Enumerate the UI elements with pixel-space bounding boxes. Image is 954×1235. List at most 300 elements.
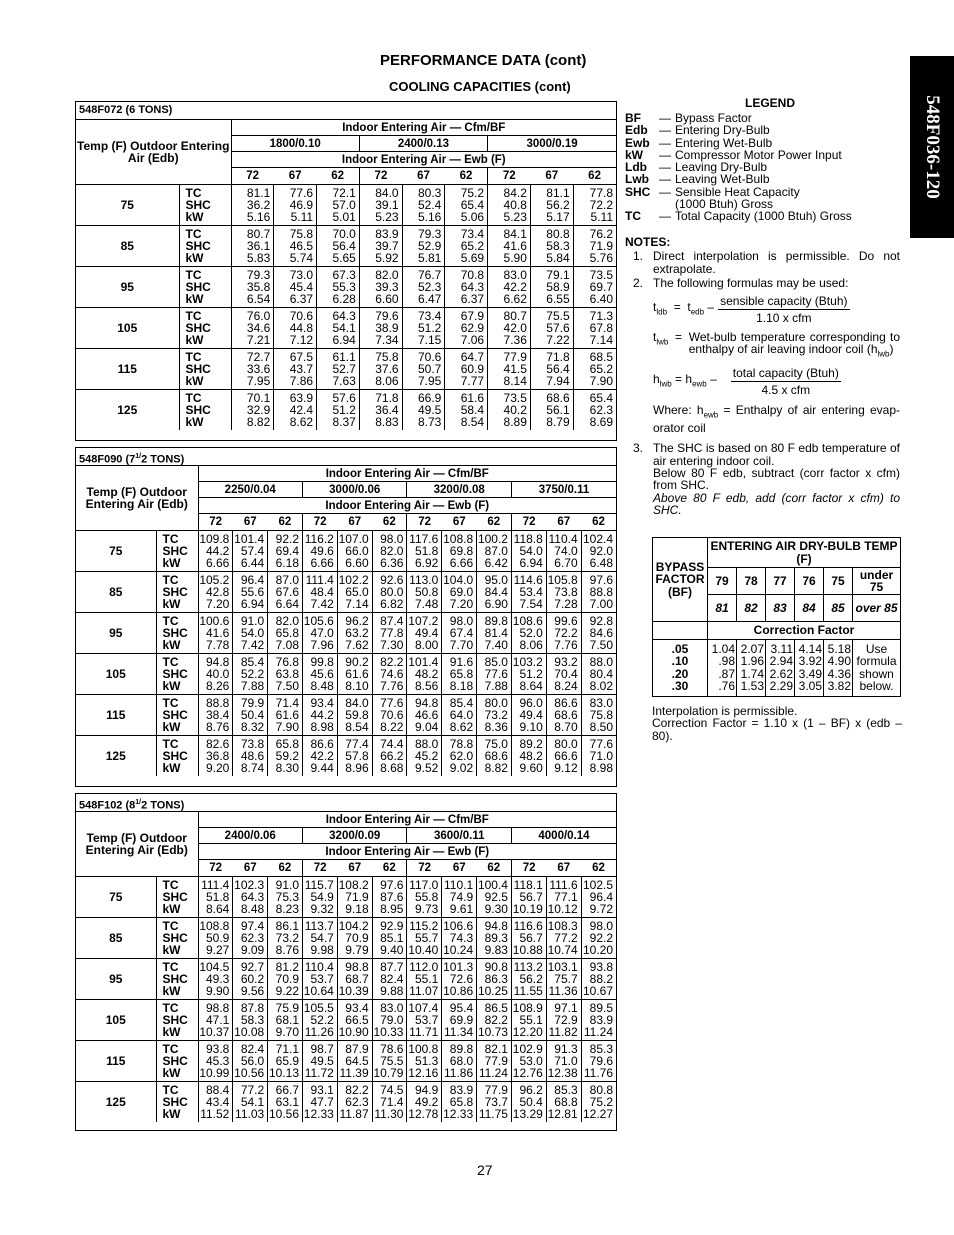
data-cell: 82.1 77.9 11.24 xyxy=(477,1041,512,1082)
data-cell: 72.1 57.0 5.01 xyxy=(317,185,360,226)
data-cell: 85.4 64.0 8.62 xyxy=(442,695,477,736)
row-labels: TC SHC kW xyxy=(179,267,231,308)
data-cell: 98.0 82.0 6.36 xyxy=(372,531,407,572)
table-row xyxy=(76,1000,616,1041)
data-cell: 71.8 36.4 8.83 xyxy=(359,390,402,431)
data-cell: 80.3 52.4 5.16 xyxy=(402,185,445,226)
data-cell: 80.8 75.2 12.27 xyxy=(581,1082,616,1123)
table-caption: 548F102 ($8^{1/}2$ TONS) xyxy=(76,794,616,812)
data-cell: 94.8 46.6 9.04 xyxy=(407,695,442,736)
legend-item: TC — Total Capacity (1000 Btuh) Gross xyxy=(625,209,852,224)
data-cell: 111.6 77.1 10.12 xyxy=(546,877,581,918)
data-cell: 82.6 36.8 9.20 xyxy=(198,736,233,777)
data-cell: 73.4 65.2 5.69 xyxy=(445,226,488,267)
table-caption: 548F072 (6 TONS) xyxy=(76,102,616,120)
table-row xyxy=(76,531,616,572)
side-tab-label: 548F036-120 xyxy=(922,95,943,199)
row-labels: TC SHC kW xyxy=(156,736,198,777)
ewb-header: Indoor Entering Air — Ewb (F) xyxy=(198,498,616,514)
row-labels: TC SHC kW xyxy=(156,695,198,736)
ewb-value: 67 xyxy=(288,170,302,182)
data-cell: 80.0 73.2 8.36 xyxy=(477,695,512,736)
temp-value: 105 xyxy=(76,308,179,349)
data-cell: 92.9 85.1 9.40 xyxy=(372,918,407,959)
data-cell: 75.5 57.6 7.22 xyxy=(530,308,573,349)
data-cell: 102.2 65.0 7.14 xyxy=(337,572,372,613)
legend-list xyxy=(625,112,905,223)
data-cell: 74.5 71.4 11.30 xyxy=(372,1082,407,1123)
legend-title: LEGEND xyxy=(744,96,795,110)
data-cell: 75.0 68.6 8.82 xyxy=(477,736,512,777)
row-labels: TC SHC kW xyxy=(156,654,198,695)
data-cell: 94.8 89.3 9.83 xyxy=(477,918,512,959)
data-cell: 79.3 52.9 5.81 xyxy=(402,226,445,267)
data-cell: 67.5 43.7 7.86 xyxy=(274,349,317,390)
data-cell: 98.7 49.5 11.72 xyxy=(303,1041,338,1082)
data-cell: 118.1 56.7 10.19 xyxy=(511,877,546,918)
data-cell: 73.4 51.2 7.15 xyxy=(402,308,445,349)
temp-value: 125 xyxy=(76,736,156,777)
data-cell: 98.0 92.2 10.20 xyxy=(581,918,616,959)
data-cell: 70.0 56.4 5.65 xyxy=(317,226,360,267)
cfm-header: Indoor Entering Air — Cfm/BF xyxy=(198,812,616,828)
data-cell: 79.1 58.9 6.55 xyxy=(530,267,573,308)
data-cell: 79.3 35.8 6.54 xyxy=(231,267,274,308)
notes xyxy=(625,236,900,518)
data-cell: 115.7 54.9 9.32 xyxy=(303,877,338,918)
data-cell: 80.7 36.1 5.83 xyxy=(231,226,274,267)
temp-value: 95 xyxy=(76,959,156,1000)
legend xyxy=(625,96,905,223)
data-cell: 100.8 51.3 12.16 xyxy=(407,1041,442,1082)
ewb-value: 72 xyxy=(511,860,546,877)
data-cell: 110.4 74.0 6.70 xyxy=(546,531,581,572)
row-labels: TC SHC kW xyxy=(156,918,198,959)
data-cell: 83.9 39.7 5.92 xyxy=(359,226,402,267)
data-cell: 77.6 70.6 8.22 xyxy=(372,695,407,736)
table-row xyxy=(76,572,616,613)
data-cell: 86.6 68.6 8.70 xyxy=(546,695,581,736)
data-cell: 91.3 71.0 12.38 xyxy=(546,1041,581,1082)
ewb-value: 67 xyxy=(557,516,571,528)
page-number: 27 xyxy=(477,1162,493,1178)
temp-value: 125 xyxy=(76,390,179,431)
ewb-header: Indoor Entering Air — Ewb (F) xyxy=(198,844,616,860)
temp-value: 85 xyxy=(76,226,179,267)
ewb-value: 62 xyxy=(592,516,605,528)
data-cell: 117.6 51.8 6.92 xyxy=(407,531,442,572)
table-row xyxy=(76,918,616,959)
data-cell: 92.2 69.4 6.18 xyxy=(268,531,303,572)
data-cell: 108.3 77.2 10.74 xyxy=(546,918,581,959)
data-cell: 85.3 68.8 12.81 xyxy=(546,1082,581,1123)
cfm-group: 3200/0.09 xyxy=(303,828,407,844)
data-cell: 76.7 52.3 6.47 xyxy=(402,267,445,308)
data-cell: 71.4 61.6 7.90 xyxy=(268,695,303,736)
row-labels: TC SHC kW xyxy=(179,308,231,349)
data-cell: 71.3 67.8 7.14 xyxy=(573,308,616,349)
data-cell: 87.7 82.4 9.88 xyxy=(372,959,407,1000)
table-row xyxy=(76,959,616,1000)
ewb-value: 67 xyxy=(348,516,362,528)
data-cell: 113.0 50.8 7.48 xyxy=(407,572,442,613)
data-cell: 108.9 55.1 12.20 xyxy=(511,1000,546,1041)
data-cell: 117.0 55.8 9.73 xyxy=(407,877,442,918)
data-cell: 87.9 64.5 11.39 xyxy=(337,1041,372,1082)
data-cell: 99.6 72.2 7.76 xyxy=(546,613,581,654)
data-cell: 79.9 50.4 8.32 xyxy=(233,695,268,736)
data-cell: 93.4 44.2 8.98 xyxy=(303,695,338,736)
cfm-group: 4000/0.14 xyxy=(511,828,616,844)
data-cell: 86.5 82.2 10.73 xyxy=(477,1000,512,1041)
table-row xyxy=(76,308,616,349)
data-cell: 100.2 87.0 6.42 xyxy=(477,531,512,572)
row-labels: TC SHC kW xyxy=(156,572,198,613)
data-cell: 85.0 77.6 7.88 xyxy=(477,654,512,695)
data-cell: 100.4 92.5 9.30 xyxy=(477,877,512,918)
data-cell: 77.9 41.5 8.14 xyxy=(488,349,531,390)
data-cell: 95.4 69.9 11.34 xyxy=(442,1000,477,1041)
data-cell: 67.9 62.9 7.06 xyxy=(445,308,488,349)
table-row xyxy=(76,877,616,918)
ewb-value: 67 xyxy=(557,862,571,874)
legend-item: Ewb — Entering Wet-Bulb xyxy=(625,135,773,150)
data-cell: 77.9 73.7 11.75 xyxy=(477,1082,512,1123)
temp-header: Temp (F) Outdoor Entering Air (Edb) xyxy=(76,812,198,877)
ewb-value: 72 xyxy=(511,514,546,531)
data-cell: 93.1 47.7 12.33 xyxy=(303,1082,338,1123)
data-cell: 85.4 52.2 7.88 xyxy=(233,654,268,695)
data-cell: 77.4 57.8 8.96 xyxy=(337,736,372,777)
data-cell: 92.6 80.0 6.82 xyxy=(372,572,407,613)
data-cell: 89.8 68.0 11.86 xyxy=(442,1041,477,1082)
ewb-value: 72 xyxy=(303,860,338,877)
data-cell: 97.4 62.3 9.09 xyxy=(233,918,268,959)
ewb-value: 62 xyxy=(331,170,345,182)
ewb-value: 67 xyxy=(348,862,362,874)
data-cell: 91.0 54.0 7.42 xyxy=(233,613,268,654)
data-cell: 88.4 43.4 11.52 xyxy=(198,1082,233,1123)
data-cell: 77.8 72.2 5.11 xyxy=(573,185,616,226)
data-cell: 64.3 54.1 6.94 xyxy=(317,308,360,349)
data-cell: 93.2 70.4 8.24 xyxy=(546,654,581,695)
side-tab xyxy=(910,56,954,238)
cfm-group: 3750/0.11 xyxy=(511,482,616,498)
data-cell: 107.4 53.7 11.71 xyxy=(407,1000,442,1041)
note-2: 2. The following formulas may be used: xyxy=(633,275,849,290)
cfm-group: 3000/0.06 xyxy=(303,482,407,498)
data-cell: 101.3 72.6 10.86 xyxy=(442,959,477,1000)
data-cell: 113.2 56.2 11.55 xyxy=(511,959,546,1000)
temp-value: 75 xyxy=(76,185,179,226)
note-3: 3. The SHC is based on 80 F edb temperature of air entering indoor coil. Below 80 F edb, subtract (corr factor x cfm) from SHC. Above 80 F edb, add (corr factor x cfm) to SHC. xyxy=(633,441,900,517)
data-cell: 104.0 69.0 7.20 xyxy=(442,572,477,613)
data-cell: 93.4 66.5 10.90 xyxy=(337,1000,372,1041)
ewb-value: 62 xyxy=(278,516,292,528)
temp-value: 75 xyxy=(76,531,156,572)
data-cell: 81.1 56.2 5.17 xyxy=(530,185,573,226)
data-cell: 72.7 33.6 7.95 xyxy=(231,349,274,390)
data-cell: 73.5 69.7 6.40 xyxy=(573,267,616,308)
ewb-value: 72 xyxy=(488,168,531,185)
ewb-value: 62 xyxy=(592,862,605,874)
data-cell: 75.8 37.6 8.06 xyxy=(359,349,402,390)
row-labels: TC SHC kW xyxy=(179,390,231,431)
capacity-table xyxy=(76,812,616,1122)
legend-item: (1000 Btuh) Gross xyxy=(675,197,774,212)
data-cell: 79.6 38.9 7.34 xyxy=(359,308,402,349)
data-cell: 102.4 92.0 6.48 xyxy=(581,531,616,572)
temp-header: Temp (F) Outdoor Entering Air (Edb) xyxy=(76,120,231,185)
data-cell: 116.6 56.7 10.88 xyxy=(511,918,546,959)
row-labels: TC SHC kW xyxy=(156,1041,198,1082)
temp-value: 125 xyxy=(76,1082,156,1123)
data-cell: 95.0 84.4 6.90 xyxy=(477,572,512,613)
data-cell: 81.1 36.2 5.16 xyxy=(231,185,274,226)
data-cell: 84.0 59.8 8.54 xyxy=(337,695,372,736)
data-cell: 83.0 75.8 8.50 xyxy=(581,695,616,736)
data-cell: 84.0 39.1 5.23 xyxy=(359,185,402,226)
ewb-value: 67 xyxy=(452,516,466,528)
data-cell: 71.8 56.4 7.94 xyxy=(530,349,573,390)
temp-value: 115 xyxy=(76,349,179,390)
ewb-header: Indoor Entering Air — Ewb (F) xyxy=(231,152,616,168)
data-cell: 109.8 44.2 6.66 xyxy=(198,531,233,572)
data-cell: 80.7 42.0 7.36 xyxy=(488,308,531,349)
data-cell: 80.8 58.3 5.84 xyxy=(530,226,573,267)
data-cell: 97.6 87.6 8.95 xyxy=(372,877,407,918)
data-cell: 108.6 52.0 8.06 xyxy=(511,613,546,654)
legend-item: Lwb — Leaving Wet-Bulb xyxy=(625,172,770,187)
ewb-value: 62 xyxy=(382,516,396,528)
data-cell: 105.6 47.0 7.96 xyxy=(303,613,338,654)
data-cell: 83.0 79.0 10.33 xyxy=(372,1000,407,1041)
row-labels: TC SHC kW xyxy=(156,1082,198,1123)
data-cell: 82.0 39.3 6.60 xyxy=(359,267,402,308)
data-cell: 106.6 74.3 10.24 xyxy=(442,918,477,959)
data-cell: 88.0 45.2 9.52 xyxy=(407,736,442,777)
formula-hlwb: $h_{lwb} = h_{ewb}$ – $\frac{\text{total capacity (Btuh)}}{\text{4.5 x cfm}}$ xyxy=(653,365,839,398)
data-cell: 99.8 45.6 8.48 xyxy=(303,654,338,695)
data-cell: 67.3 55.3 6.28 xyxy=(317,267,360,308)
formula-lwb: $t_{lwb}$ = Wet-bulb temperature corresponding to enthalpy of air leaving indoor coil $(h_{lwb})$ xyxy=(653,329,900,359)
data-cell: 78.8 62.0 9.02 xyxy=(442,736,477,777)
data-cell: 102.3 64.3 8.48 xyxy=(233,877,268,918)
ewb-value: 62 xyxy=(382,862,396,874)
data-cell: 105.8 73.8 7.28 xyxy=(546,572,581,613)
data-cell: 66.9 49.5 8.73 xyxy=(402,390,445,431)
data-cell: 74.4 66.2 8.68 xyxy=(372,736,407,777)
data-cell: 108.2 71.9 9.18 xyxy=(337,877,372,918)
data-cell: 82.2 62.3 11.87 xyxy=(337,1082,372,1123)
ewb-value: 72 xyxy=(359,168,402,185)
note-where: Where: $h_{ewb}$ = Enthalpy of air entering evap- orator coil xyxy=(653,403,900,436)
ewb-value: 62 xyxy=(487,862,501,874)
table-row xyxy=(76,695,616,736)
table-row xyxy=(76,613,616,654)
data-cell: 76.2 71.9 5.76 xyxy=(573,226,616,267)
data-cell: 83.0 42.2 6.62 xyxy=(488,267,531,308)
data-cell: 68.6 56.1 8.79 xyxy=(530,390,573,431)
data-cell: 97.6 88.8 7.00 xyxy=(581,572,616,613)
data-cell: 101.4 57.4 6.44 xyxy=(233,531,268,572)
bf-head: ENTERING AIR DRY-BULB TEMP (F) xyxy=(708,538,901,568)
data-cell: 116.2 49.6 6.66 xyxy=(303,531,338,572)
row-labels: TC SHC kW xyxy=(156,531,198,572)
data-cell: 84.2 40.8 5.23 xyxy=(488,185,531,226)
data-cell: 78.6 75.5 10.79 xyxy=(372,1041,407,1082)
data-cell: 87.0 67.6 6.64 xyxy=(268,572,303,613)
data-cell: 73.5 40.2 8.89 xyxy=(488,390,531,431)
data-cell: 75.8 46.5 5.74 xyxy=(274,226,317,267)
cfm-group: 3600/0.11 xyxy=(407,828,511,844)
table-row xyxy=(76,185,616,226)
data-cell: 68.5 65.2 7.90 xyxy=(573,349,616,390)
data-cell: 88.8 38.4 8.76 xyxy=(198,695,233,736)
data-cell: 108.8 69.8 6.66 xyxy=(442,531,477,572)
data-cell: 82.0 65.8 7.08 xyxy=(268,613,303,654)
data-cell: 92.7 60.2 9.56 xyxy=(233,959,268,1000)
temp-value: 75 xyxy=(76,877,156,918)
ewb-value: 67 xyxy=(243,862,257,874)
data-cell: 82.2 74.6 7.76 xyxy=(372,654,407,695)
legend-item: kW — Compressor Motor Power Input xyxy=(625,147,842,162)
ewb-value: 72 xyxy=(303,514,338,531)
data-cell: 82.4 56.0 10.56 xyxy=(233,1041,268,1082)
note-1: 1. Direct interpolation is permissible. Do not extrapolate. xyxy=(633,249,900,276)
data-cell: 110.4 53.7 10.64 xyxy=(303,959,338,1000)
data-cell: 70.6 44.8 7.12 xyxy=(274,308,317,349)
ewb-value: 62 xyxy=(588,170,601,182)
data-cell: 103.2 51.2 8.64 xyxy=(511,654,546,695)
data-cell: 98.8 47.1 10.37 xyxy=(198,1000,233,1041)
temp-value: 105 xyxy=(76,1000,156,1041)
row-labels: TC SHC kW xyxy=(156,959,198,1000)
data-cell: 107.2 49.4 8.00 xyxy=(407,613,442,654)
table-row xyxy=(76,390,616,431)
table-row xyxy=(76,1041,616,1082)
data-cell: 76.0 34.6 7.21 xyxy=(231,308,274,349)
data-cell: 90.2 61.6 8.10 xyxy=(337,654,372,695)
data-cell: 105.2 42.8 7.20 xyxy=(198,572,233,613)
data-cell: 93.8 45.3 10.99 xyxy=(198,1041,233,1082)
ewb-value: 72 xyxy=(407,860,442,877)
cfm-group: 2400/0.06 xyxy=(198,828,302,844)
data-cell: 100.6 41.6 7.78 xyxy=(198,613,233,654)
cfm-header: Indoor Entering Air — Cfm/BF xyxy=(231,120,616,136)
legend-item: Edb — Entering Dry-Bulb xyxy=(625,123,770,138)
ewb-value: 67 xyxy=(545,170,559,182)
ewb-value: 62 xyxy=(459,170,473,182)
temp-value: 95 xyxy=(76,267,179,308)
data-cell: 73.0 45.4 6.37 xyxy=(274,267,317,308)
cfm-group: 2400/0.13 xyxy=(359,136,487,152)
bf-notes: Interpolation is permissible. Correction Factor = 1.10 x (1 – BF) x (edb – 80). xyxy=(652,704,902,743)
data-cell: 110.1 74.9 9.61 xyxy=(442,877,477,918)
data-cell: 61.1 52.7 7.63 xyxy=(317,349,360,390)
capacity-table xyxy=(76,466,616,776)
row-labels: TC SHC kW xyxy=(179,185,231,226)
data-cell: 94.9 49.2 12.78 xyxy=(407,1082,442,1123)
data-cell: 65.4 62.3 8.69 xyxy=(573,390,616,431)
data-cell: 70.1 32.9 8.82 xyxy=(231,390,274,431)
data-cell: 71.1 65.9 10.13 xyxy=(268,1041,303,1082)
table-row xyxy=(76,736,616,777)
data-cell: 77.6 46.9 5.11 xyxy=(274,185,317,226)
data-cell: 86.1 73.2 8.76 xyxy=(268,918,303,959)
data-cell: 96.2 63.2 7.62 xyxy=(337,613,372,654)
cfm-group: 3200/0.08 xyxy=(407,482,511,498)
data-cell: 65.8 59.2 8.30 xyxy=(268,736,303,777)
data-cell: 93.8 88.2 10.67 xyxy=(581,959,616,1000)
table-548f102 xyxy=(75,793,617,1131)
data-cell: 101.4 48.2 8.56 xyxy=(407,654,442,695)
data-cell: 63.9 42.4 8.62 xyxy=(274,390,317,431)
row-labels: TC SHC kW xyxy=(179,226,231,267)
data-cell: 57.6 51.2 8.37 xyxy=(317,390,360,431)
temp-value: 115 xyxy=(76,1041,156,1082)
data-cell: 112.0 55.1 11.07 xyxy=(407,959,442,1000)
data-cell: 108.8 50.9 9.27 xyxy=(198,918,233,959)
temp-value: 85 xyxy=(76,572,156,613)
row-labels: TC SHC kW xyxy=(179,349,231,390)
data-cell: 64.7 60.9 7.77 xyxy=(445,349,488,390)
table-row xyxy=(76,349,616,390)
ewb-value: 72 xyxy=(246,170,260,182)
row-labels: TC SHC kW xyxy=(156,613,198,654)
table-548f090 xyxy=(75,447,617,787)
table-row xyxy=(76,1082,616,1123)
temp-value: 115 xyxy=(76,695,156,736)
cfm-group: 2250/0.04 xyxy=(198,482,302,498)
data-cell: 94.8 40.0 8.26 xyxy=(198,654,233,695)
table-row xyxy=(76,226,616,267)
page-subtitle: COOLING CAPACITIES (cont) xyxy=(389,79,571,94)
data-cell: 81.2 70.9 9.22 xyxy=(268,959,303,1000)
ewb-value: 72 xyxy=(209,516,223,528)
data-cell: 96.4 55.6 6.94 xyxy=(233,572,268,613)
data-cell: 96.0 49.4 9.10 xyxy=(511,695,546,736)
formula-ldb: $t_{ldb} = t_{edb}$ – $\frac{\text{sensible capacity (Btuh)}}{\text{1.10 x cfm}}$ xyxy=(653,294,848,326)
data-cell: 76.8 63.8 7.50 xyxy=(268,654,303,695)
data-cell: 111.4 51.8 8.64 xyxy=(198,877,233,918)
data-cell: 103.1 75.7 11.36 xyxy=(546,959,581,1000)
data-cell: 66.7 63.1 10.56 xyxy=(268,1082,303,1123)
temp-header: Temp (F) Outdoor Entering Air (Edb) xyxy=(76,466,198,531)
data-cell: 91.0 75.3 8.23 xyxy=(268,877,303,918)
data-cell: 73.8 48.6 8.74 xyxy=(233,736,268,777)
temp-value: 105 xyxy=(76,654,156,695)
table-row xyxy=(76,267,616,308)
data-cell: 89.5 83.9 11.24 xyxy=(581,1000,616,1041)
legend-item: BF — Bypass Factor xyxy=(625,111,752,125)
temp-value: 95 xyxy=(76,613,156,654)
ewb-value: 72 xyxy=(407,514,442,531)
bf-label: BYPASS FACTOR (BF) xyxy=(653,538,708,622)
data-cell: 80.0 66.6 9.12 xyxy=(546,736,581,777)
data-cell: 104.5 49.3 9.90 xyxy=(198,959,233,1000)
data-cell: 88.0 80.4 8.02 xyxy=(581,654,616,695)
data-cell: 61.6 58.4 8.54 xyxy=(445,390,488,431)
data-cell: 97.1 72.9 11.82 xyxy=(546,1000,581,1041)
row-labels: TC SHC kW xyxy=(156,1000,198,1041)
capacity-table xyxy=(76,120,616,430)
data-cell: 115.2 55.7 10.40 xyxy=(407,918,442,959)
data-cell: 75.9 68.1 9.70 xyxy=(268,1000,303,1041)
cfm-group: 3000/0.19 xyxy=(488,136,616,152)
data-cell: 75.2 65.4 5.06 xyxy=(445,185,488,226)
legend-item: Ldb — Leaving Dry-Bulb xyxy=(625,160,768,175)
